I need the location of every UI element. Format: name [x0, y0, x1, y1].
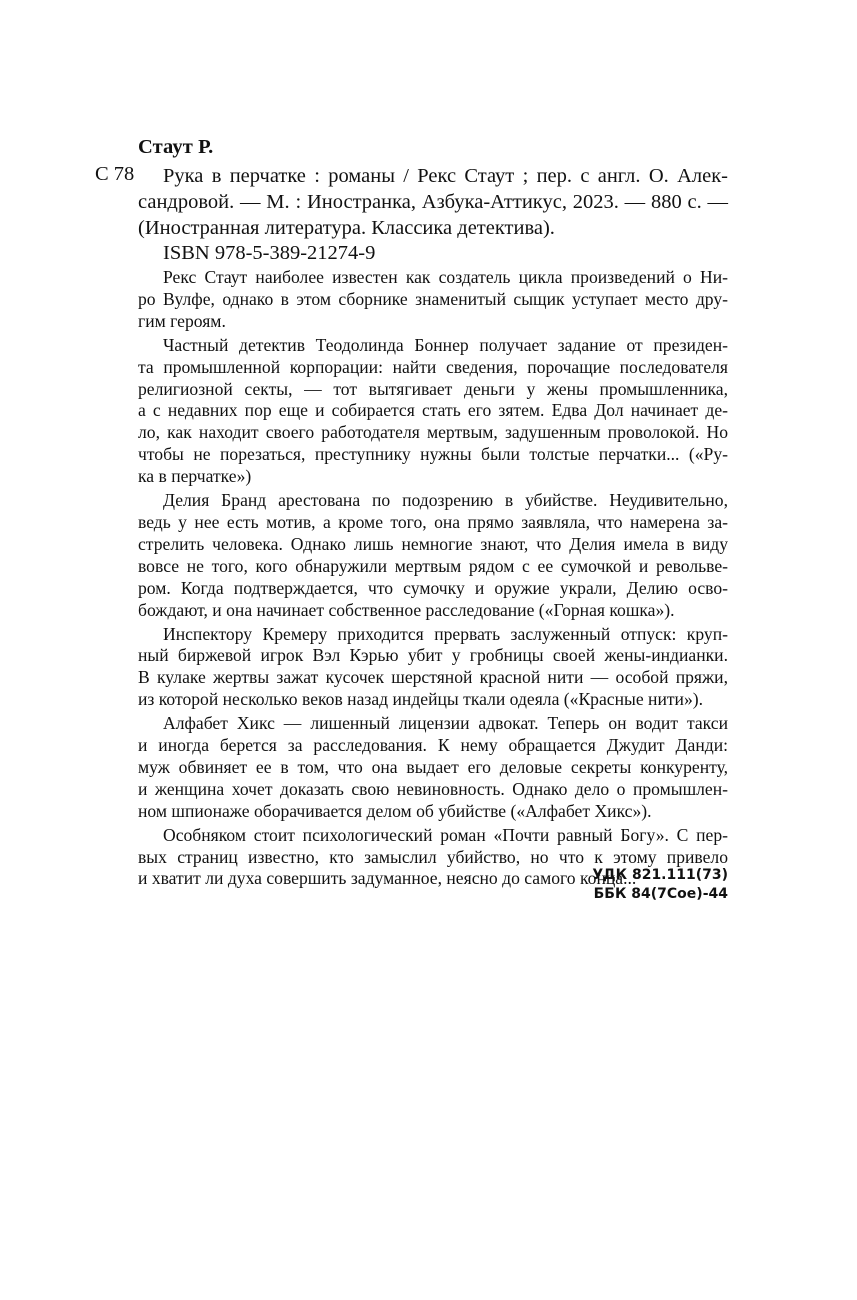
annotation-line: Особняком стоит психологический роман «Почти равный Богу». С пер-: [163, 824, 728, 845]
annotation-line: стрелить человека. Однако лишь немногие знают, что Делия имела в виду: [138, 533, 728, 554]
annotation-line: та промышленной корпорации: найти сведения, порочащие последователя: [138, 356, 728, 377]
bbk-code: ББК 84(7Сое)-44: [593, 886, 728, 902]
annotation-line: чтобы не порезаться, преступнику нужны были толстые перчатки... («Ру-: [138, 444, 728, 465]
annotation-line: и женщина хочет доказать свою невиновность. Однако дело о промышлен-: [138, 778, 728, 799]
annotation-paragraph: [138, 713, 728, 823]
annotation-line: Частный детектив Теодолинда Боннер получает задание от президен-: [163, 334, 728, 355]
annotation-line: и хватит ли духа совершить задуманное, неясно до самого конца...: [138, 868, 637, 889]
isbn: ISBN 978-5-389-21274-9: [163, 242, 376, 264]
annotation-line: ка в перчатке»): [138, 466, 252, 487]
annotation-line: бождают, и она начинает собственное расследование («Горная кошка»).: [138, 599, 675, 620]
annotation-paragraph: [138, 490, 728, 621]
annotation-line: Рекс Стаут наиболее известен как создатель цикла произведений о Ни-: [163, 267, 728, 287]
annotation-line: вовсе не того, кого обнаружили мертвым рядом с ее сумочкой и револьве-: [138, 555, 728, 576]
annotation-line: Алфабет Хикс — лишенный лицензии адвокат. Теперь он водит такси: [163, 713, 728, 734]
author-heading: Стаут Р.: [138, 136, 214, 158]
classification-codes: [592, 866, 728, 904]
annotation-line: ведь у нее есть мотив, а кроме того, она прямо заявляла, что намерена за-: [138, 511, 728, 532]
shelf-code: С 78: [95, 163, 135, 185]
udk-code: УДК 821.111(73): [592, 867, 728, 883]
bibliographic-line: (Иностранная литература. Классика детектива).: [138, 217, 555, 239]
bibliographic-description: [138, 163, 728, 241]
bibliographic-line: сандровой. — М. : Иностранка, Азбука-Аттикус, 2023. — 880 с. —: [138, 191, 728, 213]
annotation-line: муж обвиняет ее в том, что она выдает его деловые секреты конкуренту,: [138, 756, 728, 777]
annotation-line: ро Вулфе, однако в этом сборнике знаменитый сыщик уступает место дру-: [138, 288, 728, 309]
annotation-line: Делия Бранд арестована по подозрению в убийстве. Неудивительно,: [163, 490, 728, 511]
annotation-paragraph: [138, 624, 728, 712]
annotation-line: вых страниц известно, кто замыслил убийство, но что к этому привело: [138, 846, 728, 867]
annotation-paragraph: [138, 335, 728, 488]
annotation-line: ло, как находит своего работодателя мертвым, задушенным проволокой. Но: [138, 422, 728, 443]
annotation-paragraph: [138, 267, 728, 333]
annotation-line: и иногда берется за расследования. К нему обращается Джудит Данди:: [138, 735, 728, 756]
annotation-line: а с недавних пор еще и собирается стать его зятем. Едва Дол начинает де-: [138, 400, 728, 421]
annotation-line: из которой несколько веков назад индейцы ткали одеяла («Красные нити»).: [138, 689, 704, 710]
annotation-line: гим героям.: [138, 310, 226, 331]
annotation-line: ром. Когда подтверждается, что сумочку и оружие украли, Делию осво-: [138, 577, 728, 598]
annotation: [138, 267, 728, 892]
annotation-line: религиозной секты, — тот вытягивает деньги у жены промышленника,: [138, 378, 728, 399]
annotation-line: Инспектору Кремеру приходится прервать заслуженный отпуск: круп-: [163, 623, 728, 644]
bibliographic-line: Рука в перчатке : романы / Рекс Стаут ; пер. с англ. О. Алек-: [163, 165, 728, 187]
annotation-line: ном шпионаже оборачивается делом об убийстве («Алфабет Хикс»).: [138, 800, 652, 821]
annotation-line: ный биржевой игрок Вэл Кэрью убит у гробницы своей жены-индианки.: [138, 645, 728, 666]
annotation-line: В кулаке жертвы зажат кусочек шерстяной красной нити — особой пряжи,: [138, 667, 728, 688]
